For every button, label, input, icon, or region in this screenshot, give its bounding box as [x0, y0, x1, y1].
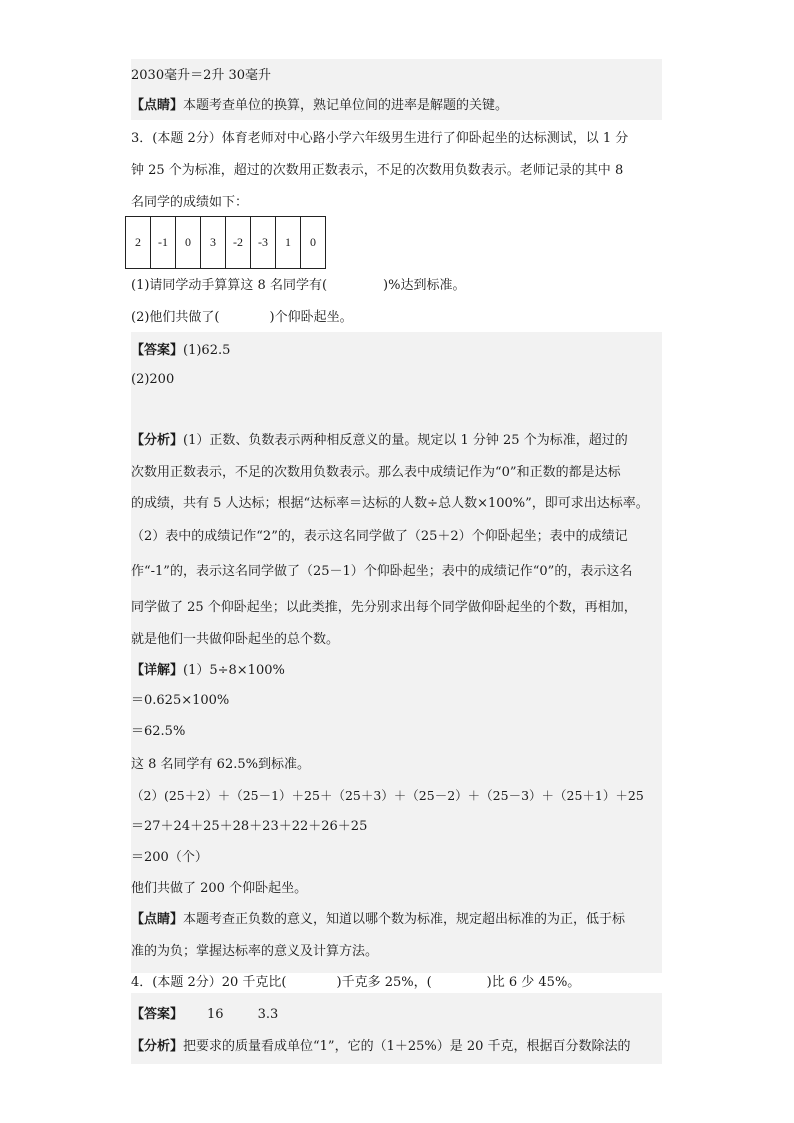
- question-3-part-1: [131, 276, 662, 296]
- q4-analysis-line: [131, 1037, 662, 1057]
- analysis-line-6: 同学做了 25 个仰卧起坐；以此类推，先分别求出每个同学做仰卧起坐的个数，再相加，: [131, 600, 637, 615]
- q4-part-a: 4．(本题 2分）20 千克比(: [131, 975, 287, 990]
- table-row: [126, 217, 326, 269]
- question-4-line: [131, 973, 662, 993]
- analysis-tag: 【分析】: [131, 433, 184, 448]
- unit-conversion-line: 2030毫升＝2升 30毫升: [131, 68, 272, 83]
- detail-line-8: 他们共做了 200 个仰卧起坐。: [131, 881, 308, 896]
- detail-tag: 【详解】: [131, 663, 184, 678]
- analysis-line-5: 作“-1”的，表示这名同学做了（25－1）个仰卧起坐；表中的成绩记作“0”的，表示这名: [131, 564, 633, 579]
- part-1-suffix: )%达到标准。: [383, 278, 466, 293]
- table-cell: 0: [176, 217, 201, 269]
- answer-value-2: 3.3: [257, 1007, 279, 1022]
- analysis-tag: 【分析】: [131, 1039, 184, 1054]
- answer-line-1: [131, 341, 662, 361]
- q4-part-b: )千克多 25%，(: [336, 975, 432, 990]
- table-cell: -1: [151, 217, 176, 269]
- question-3-part-2: [131, 308, 662, 328]
- table-cell: 0: [301, 217, 326, 269]
- table-cell: 3: [201, 217, 226, 269]
- part-1-prefix: (1)请同学动手算算这 8 名同学有(: [131, 278, 328, 293]
- analysis-line-2: 次数用正数表示，不足的次数用负数表示。那么表中成绩记作为“0”和正数的都是达标: [131, 465, 621, 480]
- detail-line-2: ＝0.625×100%: [131, 693, 230, 708]
- score-table: [125, 216, 326, 269]
- table-cell: 2: [126, 217, 151, 269]
- q4-answer-line: [131, 1005, 662, 1025]
- table-cell: -2: [226, 217, 251, 269]
- table-cell: -3: [251, 217, 276, 269]
- key-point-text: 本题考查正负数的意义，知道以哪个数为标准，规定超出标准的为正，低于标: [183, 912, 626, 927]
- detail-line-7: ＝200（个）: [131, 850, 208, 865]
- part-2-suffix: )个仰卧起坐。: [269, 310, 353, 325]
- detail-line-4: 这 8 名同学有 62.5%到标准。: [131, 757, 310, 772]
- analysis-line-4: （2）表中的成绩记作“2”的，表示这名同学做了（25＋2）个仰卧起坐；表中的成绩记: [131, 529, 628, 544]
- answer-line-2: (2)200: [131, 372, 175, 387]
- detail-line-6: ＝27＋24＋25＋28＋23＋22＋26＋25: [131, 819, 368, 834]
- analysis-line-3: 的成绩，共有 5 人达标；根据“达标率＝达标的人数÷总人数×100%”，即可求出达标率。: [131, 496, 649, 511]
- table-cell: 1: [276, 217, 301, 269]
- key-point-line-1: [131, 910, 662, 930]
- analysis-line-7: 就是他们一共做仰卧起坐的总个数。: [131, 632, 340, 647]
- detail-text: (1）5÷8×100%: [183, 663, 285, 678]
- part-2-prefix: (2)他们共做了(: [131, 310, 220, 325]
- detail-line-1: [131, 661, 662, 681]
- key-point-text: 本题考查单位的换算，熟记单位间的进率是解题的关键。: [183, 98, 509, 113]
- prev-key-point: [131, 96, 662, 116]
- analysis-text: 把要求的质量看成单位“1”，它的（1＋25%）是 20 千克，根据百分数除法的: [183, 1039, 631, 1054]
- answer-tag: 【答案】: [131, 343, 184, 358]
- analysis-line-1: [131, 431, 662, 451]
- answer-tag: 【答案】: [131, 1007, 184, 1022]
- key-point-line-2: 准的为负；掌握达标率的意义及计算方法。: [131, 944, 379, 959]
- answer-value-1: 16: [207, 1007, 224, 1022]
- key-point-tag: 【点睛】: [131, 98, 184, 113]
- answer-value-1: (1)62.5: [183, 343, 231, 358]
- analysis-text: (1）正数、负数表示两种相反意义的量。规定以 1 分钟 25 个为标准，超过的: [183, 433, 628, 448]
- q4-part-c: )比 6 少 45%。: [486, 975, 581, 990]
- question-3-line-3: 名同学的成绩如下：: [131, 195, 249, 210]
- detail-line-5: （2）(25＋2）＋（25－1）＋25＋（25＋3）＋（25－2）＋（25－3）＋（25＋1）＋25: [131, 788, 644, 803]
- detail-line-3: ＝62.5%: [131, 724, 186, 739]
- question-3-line-2: 钟 25 个为标准，超过的次数用正数表示，不足的次数用负数表示。老师记录的其中 8: [131, 163, 624, 178]
- question-3-line-1: 3．(本题 2分）体育老师对中心路小学六年级男生进行了仰卧起坐的达标测试，以 1 分: [131, 131, 629, 146]
- key-point-tag: 【点睛】: [131, 912, 184, 927]
